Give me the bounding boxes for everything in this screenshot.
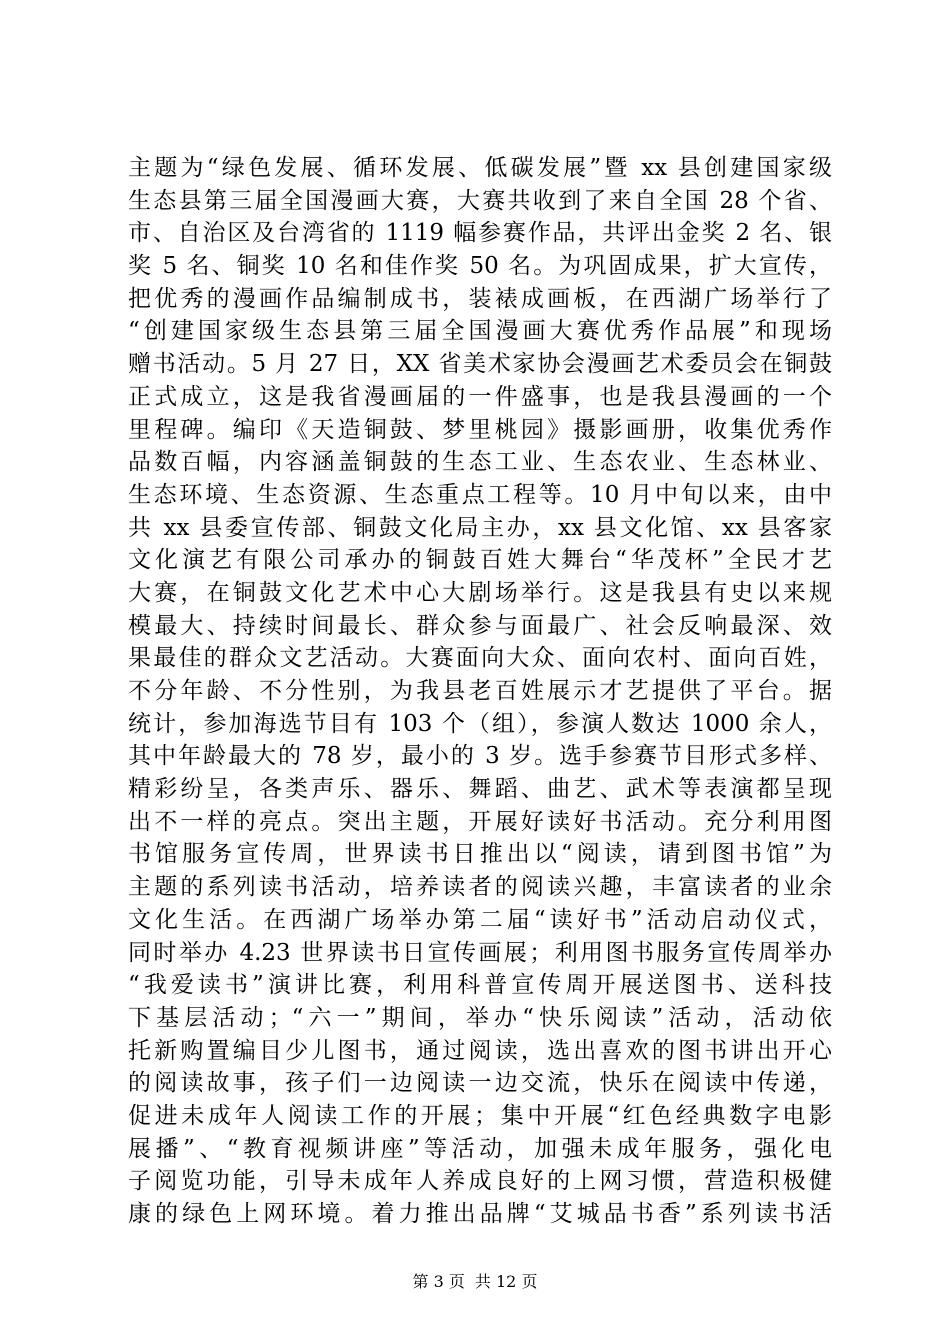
text-line: 托新购置编目少儿图书，通过阅读，选出喜欢的图书讲出开心 (128, 1037, 832, 1064)
text-line: 把优秀的漫画作品编制成书，装裱成画板，在西湖广场举行了 (128, 285, 832, 312)
text-line: 大赛，在铜鼓文化艺术中心大剧场举行。这是我县有史以来规 (128, 579, 832, 606)
text-line: 出不一样的亮点。突出主题，开展好读好书活动。充分利用图 (128, 808, 832, 835)
text-line: 文化生活。在西湖广场举办第二届“读好书”活动启动仪式， (128, 906, 832, 933)
text-line: 文化演艺有限公司承办的铜鼓百姓大舞台“华茂杯”全民才艺 (128, 547, 832, 574)
text-line: 共 xx 县委宣传部、铜鼓文化局主办，xx 县文化馆、xx 县客家 (128, 514, 832, 541)
text-line: 促进未成年人阅读工作的开展；集中开展“红色经典数字电影 (128, 1102, 832, 1129)
text-line: 赠书活动。5 月 27 日，XX 省美术家协会漫画艺术委员会在铜鼓 (128, 351, 832, 378)
text-line: 果最佳的群众文艺活动。大赛面向大众、面向农村、面向百姓， (128, 645, 832, 672)
text-line: 主题为“绿色发展、循环发展、低碳发展”暨 xx 县创建国家级 (128, 155, 832, 181)
text-line: 的阅读故事，孩子们一边阅读一边交流，快乐在阅读中传递， (128, 1070, 832, 1097)
text-line: 展播”、“教育视频讲座”等活动，加强未成年服务，强化电 (128, 1135, 832, 1162)
text-line: 其中年龄最大的 78 岁，最小的 3 岁。选手参赛节目形式多样、 (128, 743, 832, 770)
page-number: 第 3 页 (412, 1272, 465, 1291)
text-line: 康的绿色上网环境。着力推出品牌“艾城品书香”系列读书活 (128, 1201, 832, 1227)
text-line: 书馆服务宣传周，世界读书日推出以“阅读，请到图书馆”为 (128, 841, 832, 868)
text-line: 生态环境、生态资源、生态重点工程等。10 月中旬以来，由中 (128, 481, 832, 508)
text-line: 主题的系列读书活动，培养读者的阅读兴趣，丰富读者的业余 (128, 874, 832, 901)
text-line: 模最大、持续时间最长、群众参与面最广、社会反响最深、效 (128, 612, 832, 639)
page-total: 共 12 页 (474, 1272, 538, 1291)
text-line: 正式成立，这是我省漫画届的一件盛事，也是我县漫画的一个 (128, 383, 832, 410)
text-line: 下基层活动；“六一”期间，举办“快乐阅读”活动，活动依 (128, 1004, 832, 1031)
text-line: 市、自治区及台湾省的 1119 幅参赛作品，共评出金奖 2 名、银 (128, 220, 832, 247)
body-text (128, 152, 832, 1231)
text-line: “创建国家级生态县第三届全国漫画大赛优秀作品展”和现场 (128, 318, 832, 345)
text-line: 生态县第三届全国漫画大赛，大赛共收到了来自全国 28 个省、 (128, 187, 832, 214)
text-line: 里程碑。编印《天造铜鼓、梦里桃园》摄影画册，收集优秀作 (128, 416, 832, 443)
page-footer (0, 1272, 950, 1292)
text-line: 奖 5 名、铜奖 10 名和佳作奖 50 名。为巩固成果，扩大宣传， (128, 253, 832, 280)
text-line: 子阅览功能，引导未成年人养成良好的上网习惯，营造积极健 (128, 1168, 832, 1195)
text-line: “我爱读书”演讲比赛，利用科普宣传周开展送图书、送科技 (128, 972, 832, 999)
text-line: 不分年龄、不分性别，为我县老百姓展示才艺提供了平台。据 (128, 678, 832, 704)
text-line: 精彩纷呈，各类声乐、器乐、舞蹈、曲艺、武术等表演都呈现 (128, 776, 832, 803)
text-line: 统计，参加海选节目有 103 个（组），参演人数达 1000 余人， (128, 710, 832, 737)
text-line: 品数百幅，内容涵盖铜鼓的生态工业、生态农业、生态林业、 (128, 449, 832, 476)
text-line: 同时举办 4.23 世界读书日宣传画展；利用图书服务宣传周举办 (128, 939, 832, 966)
